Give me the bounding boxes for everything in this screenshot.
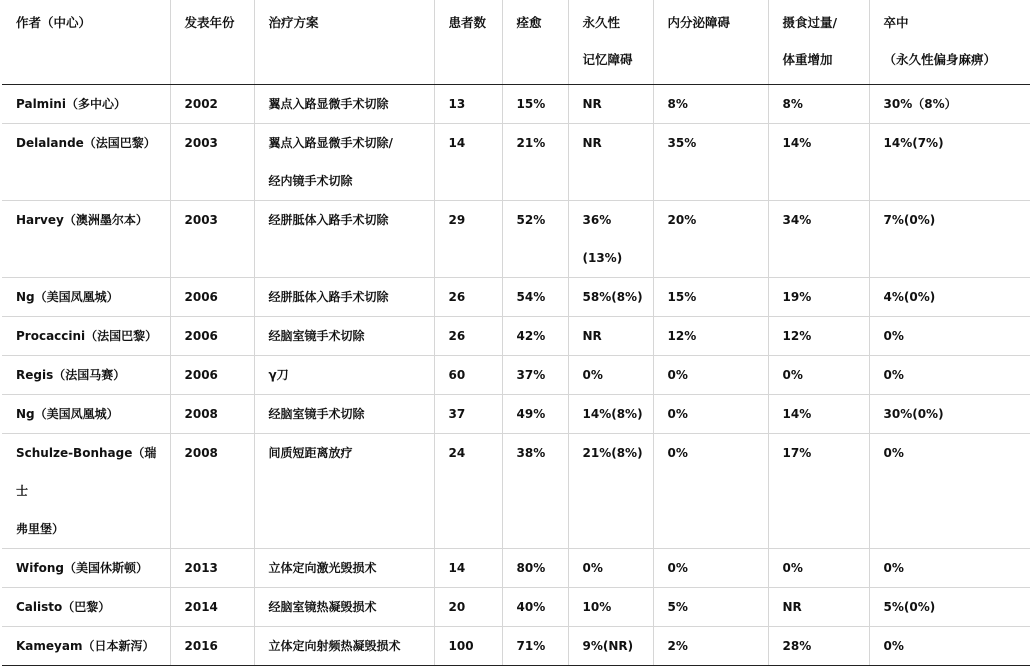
table-cell	[568, 124, 653, 201]
column-header-text: 痊愈	[516, 15, 542, 30]
cell-text: 58%(8%)	[582, 290, 643, 304]
table-cell	[254, 627, 434, 666]
table-container	[2, 0, 1034, 666]
table-cell	[502, 549, 568, 588]
cell-text: 经脑室镜热凝毁损术	[268, 600, 377, 614]
table-cell	[502, 588, 568, 627]
cell-text: 经胼胝体入路手术切除	[268, 290, 389, 304]
cell-text: 14	[448, 136, 466, 150]
cell-text: 0%	[883, 368, 904, 382]
cell-text: 26	[448, 329, 466, 343]
cell-text: 10%	[582, 600, 612, 614]
table-cell	[434, 588, 502, 627]
table-cell	[768, 588, 869, 627]
table-cell	[2, 434, 170, 549]
table-cell	[254, 588, 434, 627]
cell-text: NR	[582, 136, 602, 150]
table-cell	[170, 124, 254, 201]
table-cell	[254, 317, 434, 356]
table-cell	[869, 434, 1030, 549]
cell-text: Procaccini（法国巴黎）	[16, 329, 158, 343]
table-cell	[869, 278, 1030, 317]
cell-text: 38%	[516, 446, 546, 460]
table-cell	[653, 201, 768, 278]
cell-text: 0%	[782, 561, 803, 575]
column-header-text: 摄食过量/	[782, 15, 838, 30]
cell-text: 2006	[184, 329, 218, 343]
table-cell	[2, 549, 170, 588]
table-cell	[502, 85, 568, 124]
table-row	[2, 395, 1030, 434]
cell-text: 30%(0%)	[883, 407, 944, 421]
cell-text: 40%	[516, 600, 546, 614]
table-cell	[768, 85, 869, 124]
table-cell	[2, 278, 170, 317]
table-row	[2, 627, 1030, 666]
table-cell	[768, 434, 869, 549]
cell-text: 0%	[667, 446, 688, 460]
column-header	[568, 0, 653, 85]
table-cell	[254, 278, 434, 317]
column-header	[434, 0, 502, 85]
column-header-text: 内分泌障碍	[667, 15, 731, 30]
table-cell	[768, 356, 869, 395]
table-cell	[170, 278, 254, 317]
table-cell	[869, 317, 1030, 356]
table-cell	[2, 356, 170, 395]
column-header	[502, 0, 568, 85]
table-cell	[768, 201, 869, 278]
table-cell	[254, 434, 434, 549]
cell-text: 26	[448, 290, 466, 304]
cell-text: 0%	[883, 446, 904, 460]
column-header	[653, 0, 768, 85]
cell-text: Wifong（美国休斯顿）	[16, 561, 148, 575]
cell-text: 0%	[883, 639, 904, 653]
cell-text: 0%	[667, 561, 688, 575]
cell-text: 2008	[184, 446, 218, 460]
table-cell	[502, 356, 568, 395]
cell-text: 0%	[782, 368, 803, 382]
cell-text: 37%	[516, 368, 546, 382]
table-cell	[869, 85, 1030, 124]
table-cell	[170, 356, 254, 395]
cell-text: 9%(NR)	[582, 639, 634, 653]
table-cell	[434, 278, 502, 317]
cell-text: Calisto（巴黎）	[16, 600, 111, 614]
column-header-text: 永久性	[582, 15, 621, 30]
cell-text: 100	[448, 639, 474, 653]
cell-text: 4%(0%)	[883, 290, 936, 304]
table-row	[2, 124, 1030, 201]
table-cell	[2, 317, 170, 356]
table-cell	[653, 395, 768, 434]
table-row	[2, 434, 1030, 549]
table-cell	[768, 278, 869, 317]
cell-text: 立体定向射频热凝毁损术	[268, 639, 401, 653]
column-header	[170, 0, 254, 85]
cell-text: Schulze-Bonhage（瑞士	[16, 446, 157, 498]
cell-text: 28%	[782, 639, 812, 653]
cell-text: 30%（8%）	[883, 97, 957, 111]
cell-text: Delalande（法国巴黎）	[16, 136, 156, 150]
cell-text: 7%(0%)	[883, 213, 936, 227]
cell-text: 14%(7%)	[883, 136, 944, 150]
table-cell	[254, 201, 434, 278]
table-cell	[434, 356, 502, 395]
cell-text: 17%	[782, 446, 812, 460]
cell-text: 19%	[782, 290, 812, 304]
column-header-text: 发表年份	[184, 15, 235, 30]
table-cell	[653, 124, 768, 201]
cell-text: 21%(8%)	[582, 446, 643, 460]
table-header	[2, 0, 1030, 85]
cell-text: Kameyam（日本新泻）	[16, 639, 155, 653]
table-cell	[2, 201, 170, 278]
cell-text: 0%	[883, 329, 904, 343]
table-cell	[869, 588, 1030, 627]
cell-text: 34%	[782, 213, 812, 227]
table-cell	[502, 278, 568, 317]
table-cell	[768, 627, 869, 666]
cell-text: 翼点入路显微手术切除	[268, 97, 389, 111]
cell-text: 15%	[516, 97, 546, 111]
cell-text: NR	[582, 97, 602, 111]
cell-text: Ng（美国凤凰城）	[16, 290, 119, 304]
column-header-text: 卒中	[883, 15, 909, 30]
cell-text: 15%	[667, 290, 697, 304]
cell-text: 54%	[516, 290, 546, 304]
table-cell	[502, 627, 568, 666]
table-cell	[653, 317, 768, 356]
table-cell	[170, 627, 254, 666]
table-cell	[869, 356, 1030, 395]
table-cell	[254, 356, 434, 395]
cell-text: 14%(8%)	[582, 407, 643, 421]
table-cell	[768, 549, 869, 588]
table-row	[2, 317, 1030, 356]
table-cell	[653, 85, 768, 124]
cell-text: 21%	[516, 136, 546, 150]
table-cell	[869, 549, 1030, 588]
cell-text: 35%	[667, 136, 697, 150]
table-cell	[434, 434, 502, 549]
cell-text: 2016	[184, 639, 218, 653]
table-row	[2, 549, 1030, 588]
table-cell	[170, 549, 254, 588]
cell-text: 2014	[184, 600, 218, 614]
table-cell	[653, 588, 768, 627]
table-cell	[2, 124, 170, 201]
cell-text: 42%	[516, 329, 546, 343]
table-cell	[2, 588, 170, 627]
table-row	[2, 201, 1030, 278]
cell-text: Ng（美国凤凰城）	[16, 407, 119, 421]
table-cell	[2, 85, 170, 124]
cell-text: 24	[448, 446, 466, 460]
column-header	[869, 0, 1030, 85]
table-cell	[869, 124, 1030, 201]
table-cell	[170, 588, 254, 627]
cell-text: 2006	[184, 290, 218, 304]
cell-text: 间质短距离放疗	[268, 446, 353, 460]
cell-text: 71%	[516, 639, 546, 653]
cell-text: 20	[448, 600, 466, 614]
table-row	[2, 588, 1030, 627]
column-header-text: 作者（中心）	[16, 15, 92, 30]
table-cell	[434, 627, 502, 666]
column-header-text: 治疗方案	[268, 15, 319, 30]
table-cell	[502, 317, 568, 356]
cell-text: 49%	[516, 407, 546, 421]
table-cell	[869, 395, 1030, 434]
table-cell	[869, 627, 1030, 666]
table-cell	[653, 627, 768, 666]
cell-text: 2003	[184, 136, 218, 150]
table-cell	[568, 317, 653, 356]
table-cell	[170, 201, 254, 278]
table-cell	[434, 85, 502, 124]
table-cell	[254, 124, 434, 201]
table-cell	[434, 317, 502, 356]
cell-text: 5%	[667, 600, 688, 614]
cell-text: Regis（法国马赛）	[16, 368, 126, 382]
cell-text: γ刀	[268, 368, 289, 382]
table-cell	[434, 124, 502, 201]
table-row	[2, 356, 1030, 395]
cell-text: 0%	[582, 368, 603, 382]
cell-text: 经脑室镜手术切除	[268, 329, 365, 343]
table-body	[2, 85, 1030, 666]
cell-text: Palmini（多中心）	[16, 97, 126, 111]
cell-text: 经内镜手术切除	[268, 174, 353, 188]
cell-text: 2%	[667, 639, 688, 653]
cell-text: 2008	[184, 407, 218, 421]
cell-text: 52%	[516, 213, 546, 227]
table-cell	[434, 549, 502, 588]
table-cell	[768, 317, 869, 356]
table-cell	[254, 85, 434, 124]
column-header-text: （永久性偏身麻痹）	[883, 52, 997, 67]
table-cell	[869, 201, 1030, 278]
cell-text: NR	[782, 600, 802, 614]
cell-text: 0%	[667, 368, 688, 382]
cell-text: 2006	[184, 368, 218, 382]
cell-text: 12%	[782, 329, 812, 343]
cell-text: 翼点入路显微手术切除/	[268, 136, 393, 150]
cell-text: Harvey（澳洲墨尔本）	[16, 213, 148, 227]
cell-text: 14%	[782, 407, 812, 421]
table-cell	[568, 588, 653, 627]
cell-text: 5%(0%)	[883, 600, 936, 614]
table-cell	[170, 85, 254, 124]
table-cell	[170, 395, 254, 434]
table-cell	[568, 549, 653, 588]
column-header	[254, 0, 434, 85]
cell-text: 14%	[782, 136, 812, 150]
cell-text: 80%	[516, 561, 546, 575]
cell-text: 经胼胝体入路手术切除	[268, 213, 389, 227]
cell-text: 2002	[184, 97, 218, 111]
cell-text: 13	[448, 97, 466, 111]
table-cell	[568, 356, 653, 395]
cell-text: 37	[448, 407, 466, 421]
cell-text: 8%	[782, 97, 803, 111]
cell-text: 20%	[667, 213, 697, 227]
table-cell	[653, 549, 768, 588]
table-cell	[502, 434, 568, 549]
table-cell	[653, 278, 768, 317]
table-cell	[170, 434, 254, 549]
cell-text: 立体定向激光毁损术	[268, 561, 377, 575]
table-cell	[254, 395, 434, 434]
cell-text: 0%	[582, 561, 603, 575]
cell-text: 0%	[883, 561, 904, 575]
data-table	[2, 0, 1030, 666]
cell-text: 弗里堡）	[16, 522, 65, 536]
table-cell	[653, 356, 768, 395]
table-cell	[768, 124, 869, 201]
table-cell	[170, 317, 254, 356]
table-cell	[502, 201, 568, 278]
cell-text: 60	[448, 368, 466, 382]
table-cell	[2, 395, 170, 434]
table-cell	[434, 395, 502, 434]
cell-text: NR	[582, 329, 602, 343]
table-row	[2, 278, 1030, 317]
table-cell	[502, 124, 568, 201]
table-cell	[434, 201, 502, 278]
table-cell	[568, 395, 653, 434]
cell-text: 2003	[184, 213, 218, 227]
header-row	[2, 0, 1030, 85]
cell-text: 8%	[667, 97, 688, 111]
table-cell	[568, 85, 653, 124]
column-header	[768, 0, 869, 85]
cell-text: 2013	[184, 561, 218, 575]
table-cell	[502, 395, 568, 434]
column-header-text: 记忆障碍	[582, 52, 633, 67]
cell-text: 14	[448, 561, 466, 575]
column-header-text: 患者数	[448, 15, 487, 30]
cell-text: 经脑室镜手术切除	[268, 407, 365, 421]
table-cell	[653, 434, 768, 549]
table-cell	[254, 549, 434, 588]
table-cell	[568, 434, 653, 549]
cell-text: 12%	[667, 329, 697, 343]
table-cell	[568, 278, 653, 317]
table-row	[2, 85, 1030, 124]
table-cell	[568, 627, 653, 666]
cell-text: 0%	[667, 407, 688, 421]
table-cell	[768, 395, 869, 434]
cell-text: 29	[448, 213, 466, 227]
cell-text: 36%(13%)	[582, 213, 623, 265]
table-cell	[2, 627, 170, 666]
column-header	[2, 0, 170, 85]
table-cell	[568, 201, 653, 278]
column-header-text: 体重增加	[782, 52, 833, 67]
